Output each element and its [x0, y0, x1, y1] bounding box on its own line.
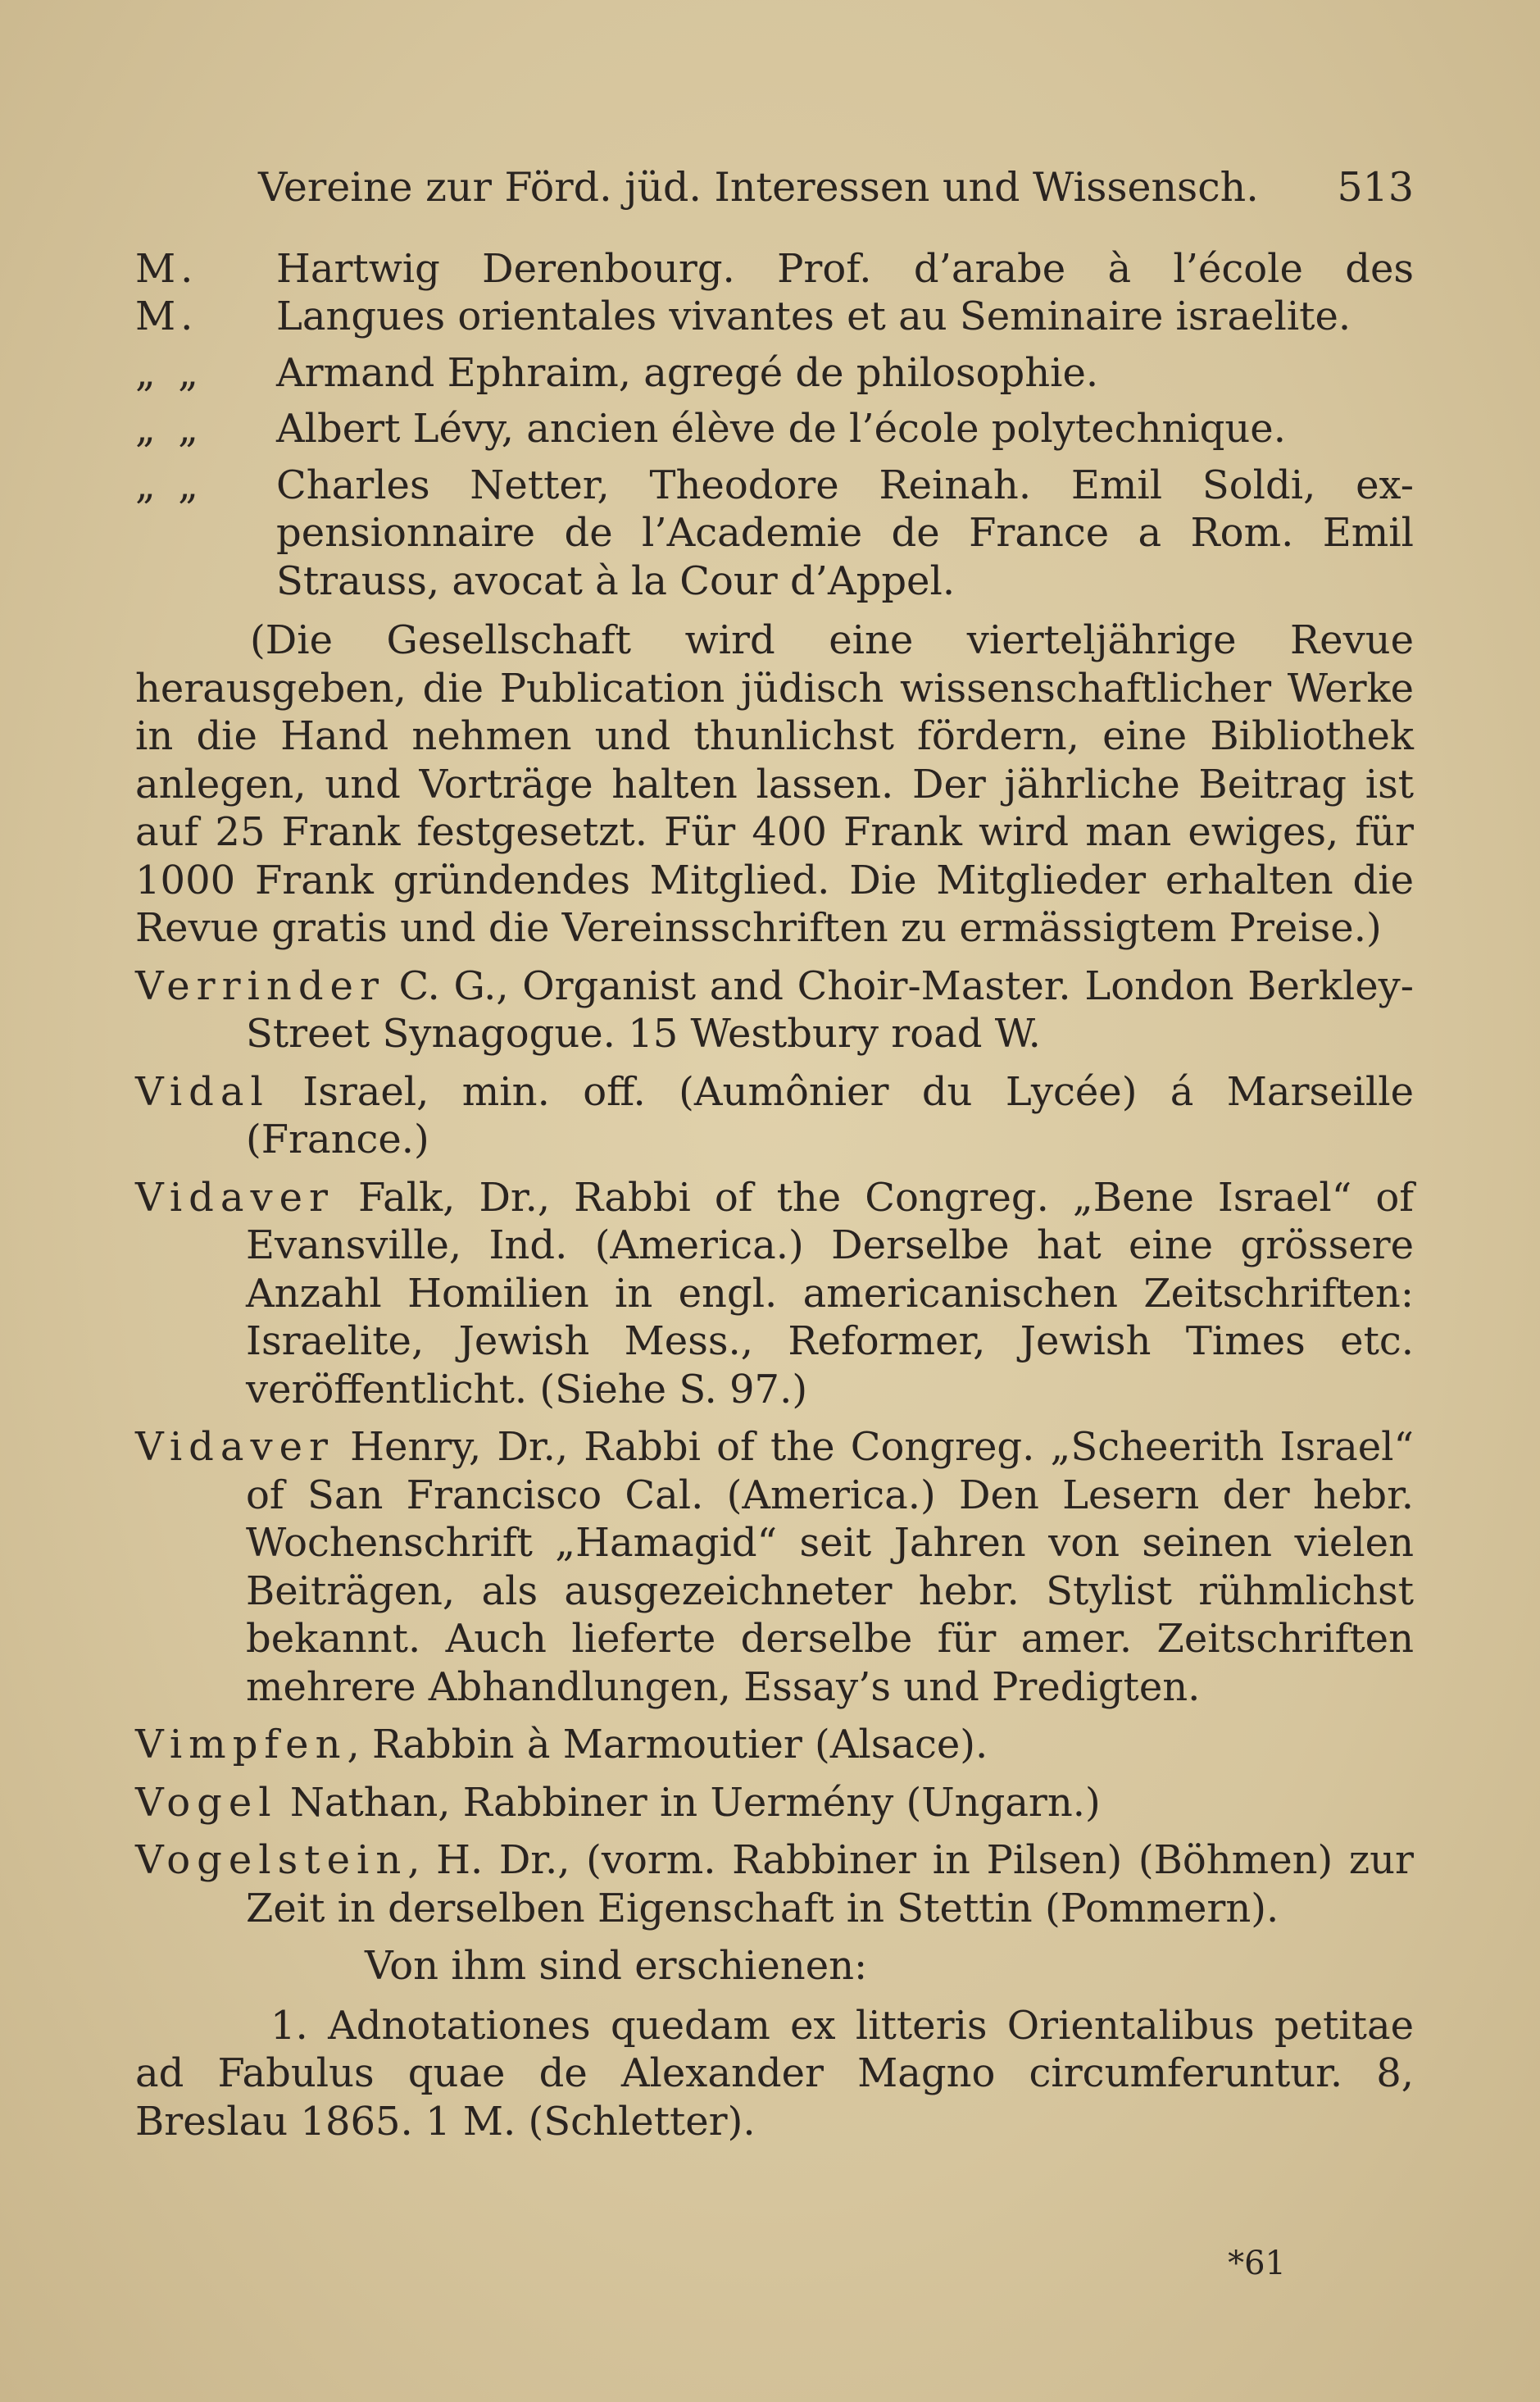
running-header [258, 164, 1414, 212]
entry-text: , H. Dr., (vorm. Rabbiner in Pilsen) (Böhmen) zur Zeit in derselben Eigenschaft in Stettin (Pommern). [246, 1837, 1414, 1931]
entry-text: C. G., Organist and Choir-Master. London Berkley-Street Synagogue. 15 Westbury road W. [246, 962, 1414, 1057]
directory-entry [135, 1174, 1414, 1414]
publications-intro: Von ihm sind erschienen: [365, 1943, 868, 1989]
member-text: Hartwig Derenbourg. Prof. d’arabe à l’école des Langues orientales vivantes et au Seminaire israelite. [276, 245, 1414, 339]
member-entry [135, 349, 1414, 398]
header-title: Vereine zur Förd. jüd. Interessen und Wissensch. [258, 164, 1259, 211]
member-mark: „ „ [135, 406, 203, 452]
society-note: (Die Gesellschaft wird eine vierteljährige Revue herausgeben, die Publication jüdisch wissenschaftlicher Werke in die Hand nehmen und thunlichst fördern, eine Bibliothek anlegen, und Vorträge halten lassen. Der jährliche Beitrag ist auf 25 Frank festgesetzt. Für 400 Frank wird man ewiges, für 1000 Frank gründendes Mitglied. Die Mitglieder erhalten die Revue gratis und die Vereinsschriften zu ermässigtem Preise.) [135, 617, 1414, 951]
entry-name: Vidaver [135, 1424, 334, 1470]
directory-entry [135, 1423, 1414, 1711]
directory-entry [135, 1836, 1414, 1932]
entry-name: Vidal [135, 1068, 270, 1115]
member-entry [135, 405, 1414, 453]
member-entry [135, 462, 1414, 606]
member-text: Charles Netter, Theodore Reinah. Emil Soldi, ex-pensionnaire de l’Academie de France a Rom. Emil Strauss, avocat à la Cour d’Appel. [276, 462, 1414, 604]
publication-item: 1. Adnotationes quedam ex litteris Orientalibus petitae ad Fabulus quae de Alexander Magno circumferuntur. 8, Breslau 1865. 1 M. (Schletter). [135, 2002, 1414, 2145]
directory-entry [135, 1779, 1414, 1827]
entry-name: Vogel [135, 1779, 278, 1826]
member-mark: „ „ [135, 462, 203, 508]
directory-entry [135, 962, 1414, 1058]
entry-text: Falk, Dr., Rabbi of the Congreg. „Bene Israel“ of Evansville, Ind. (America.) Derselbe hat eine grössere Anzahl Homilien in engl. americanischen Zeitschriften: Israelite, Jewish Mess., Reformer, Jewish Times etc. veröffentlicht. (Siehe S. 97.) [246, 1174, 1414, 1413]
member-entry [135, 245, 1414, 341]
directory-entry [135, 1068, 1414, 1164]
entry-text: , Rabbin à Marmoutier (Alsace). [347, 1722, 988, 1767]
directory-entry [135, 1721, 1414, 1769]
entry-text: Henry, Dr., Rabbi of the Congreg. „Scheerith Israel“ of San Francisco Cal. (America.) Den Lesern der hebr. Wochenschrift „Hamagid“ seit Jahren von seinen vielen Beiträgen, als ausgezeichneter hebr. Stylist rühmlichst bekannt. Auch lieferte derselbe für amer. Zeitschriften mehrere Abhandlungen, Essay’s und Predigten. [246, 1424, 1414, 1710]
member-mark: „ „ [135, 349, 203, 396]
entry-name: Vimpfen [135, 1722, 348, 1767]
entry-name: Verrinder [135, 962, 385, 1009]
entry-name: Vidaver [135, 1174, 334, 1221]
page-number: 513 [1337, 164, 1414, 211]
entry-name: Vogelstein [135, 1837, 408, 1883]
entry-text: Israel, min. off. (Aumônier du Lycée) á Marseille (France.) [246, 1068, 1414, 1162]
page-content [135, 164, 1414, 2145]
signature-mark: *61 [1228, 2245, 1286, 2282]
member-mark: M. M. [135, 245, 198, 339]
member-text: Armand Ephraim, agregé de philosophie. [276, 349, 1099, 396]
entry-text: Nathan, Rabbiner in Uermény (Ungarn.) [277, 1779, 1101, 1826]
member-text: Albert Lévy, ancien élève de l’école polytechnique. [276, 406, 1286, 452]
